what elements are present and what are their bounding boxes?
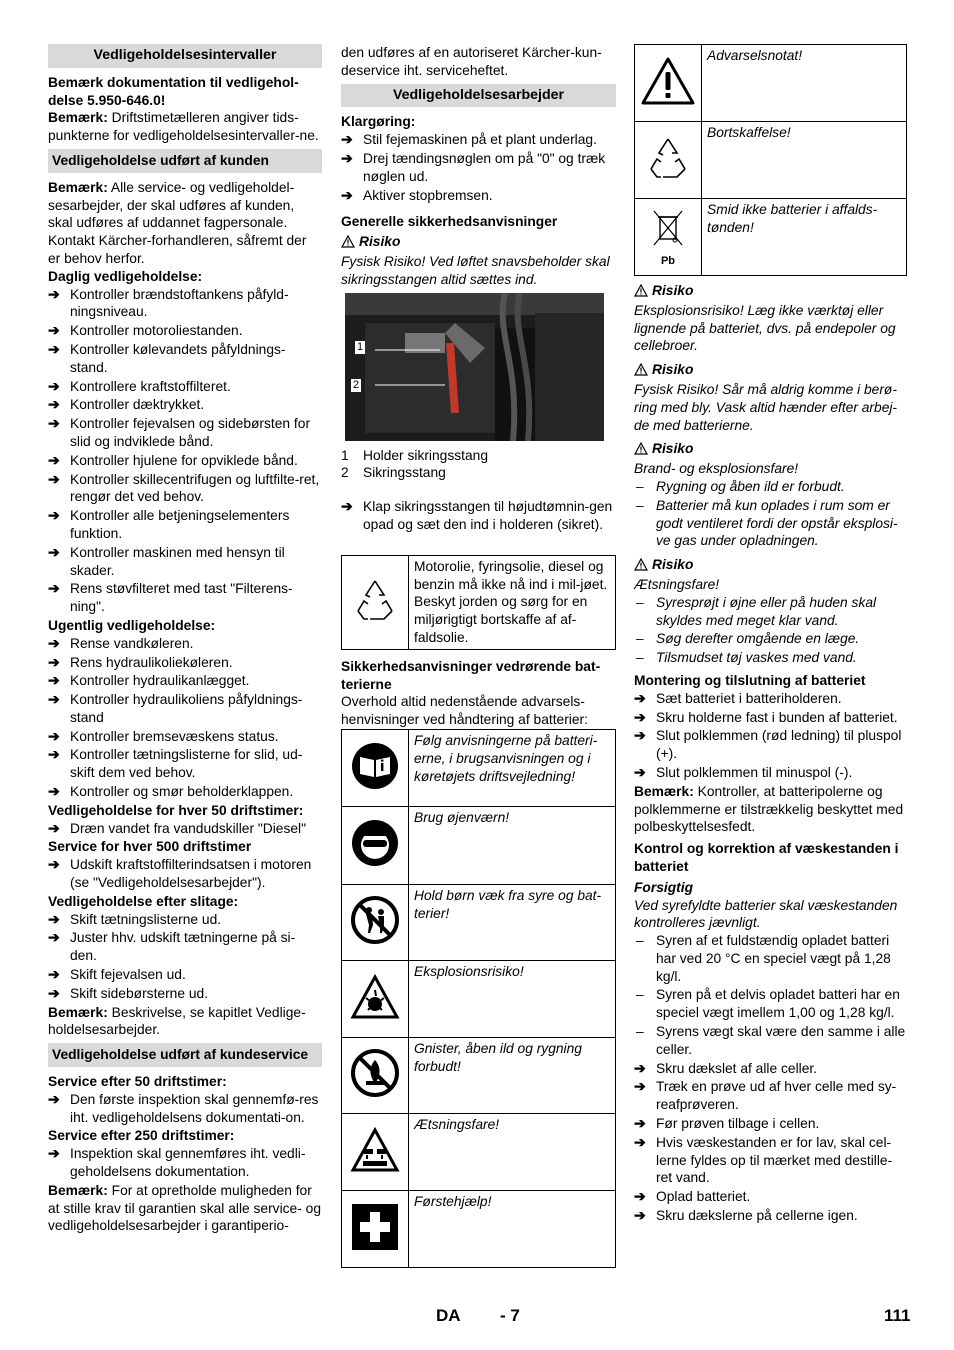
arrow-bullet-icon: ➔ [48, 1091, 60, 1107]
recycling-icon [641, 131, 695, 185]
list-item: ➔ Kontroller hydraulikanlægget. [48, 673, 250, 689]
list-item: – Syren af et fuldstændig opladet batteri har ved 20 °C en speciel vægt på 1,28 kg/l. [636, 933, 891, 984]
note-paragraph: Bemærk: For at opretholde muligheden for at stille krav til garantien skal alle service- og vedligeholdelsesarbejder i garantiperio- [48, 1182, 321, 1234]
list-heading: Montering og tilslutning af batteriet [634, 672, 866, 688]
arrow-bullet-icon: ➔ [341, 132, 353, 148]
arrow-bullet-icon: ➔ [48, 341, 60, 357]
fluid-dash-list [634, 932, 907, 1059]
dash-bullet: – [636, 594, 644, 610]
footer-page-number: 111 [884, 1306, 911, 1325]
arrow-bullet-icon: ➔ [634, 1116, 646, 1132]
note-paragraph: Bemærk: Beskrivelse, se kapitlet Vedlige-holdelsesarbejder. [48, 1004, 306, 1038]
sign-text: Ætsningsfare! [409, 1113, 616, 1190]
list-item: ➔ Rense vandkøleren. [48, 635, 194, 651]
list-item: ➔ Kontroller bremsevæskens status. [48, 728, 279, 744]
arrow-bullet-icon: ➔ [341, 499, 353, 515]
arrow-bullet-icon: ➔ [48, 985, 60, 1001]
arrow-bullet-icon: ➔ [48, 784, 60, 800]
arrow-bullet-icon: ➔ [48, 416, 60, 432]
list-item: ➔ Skift sidebørsterne ud. [48, 985, 209, 1001]
arrow-bullet-icon: ➔ [341, 187, 353, 203]
callout-2: 2 [353, 378, 360, 391]
battery-signs-table [341, 729, 616, 1268]
sign-text: Eksplosionsrisiko! [409, 960, 616, 1037]
sign-text: Førstehjælp! [409, 1190, 616, 1267]
footer-section-page: - 7 [500, 1306, 520, 1325]
list-item: – Tilsmudset tøj vaskes med vand. [636, 650, 857, 666]
arrow-bullet-icon: ➔ [634, 1134, 646, 1150]
dash-bullet: – [636, 497, 644, 513]
note-paragraph: Bemærk: Alle service- og vedligeholdel-sesarbejder, der skal udføres af kunden, skal udføres af uddannet fagpersonale. Kontakt Kärcher-forhandleren, såfremt der er behov herfor. [48, 179, 307, 266]
list-item: ➔ Skift fejevalsen ud. [48, 967, 186, 983]
callout-1: 1 [357, 340, 364, 353]
list-item: – Syresprøjt i øjne eller på huden skal skyldes med meget klar vand. [636, 594, 877, 628]
arrow-bullet-icon: ➔ [48, 654, 60, 670]
list-heading: Vedligeholdelse for hver 50 driftstimer: [48, 802, 304, 818]
list-item: ➔ Den første inspektion skal gennemfø-res iht. vedligeholdelsens dokumentati-on. [48, 1091, 319, 1125]
warning-triangle-icon [634, 442, 648, 460]
pb-label: Pb [660, 255, 676, 268]
arrow-bullet-icon: ➔ [634, 1208, 646, 1224]
section-heading: Vedligeholdelsesarbejder [341, 84, 616, 108]
no-fire-icon [350, 1048, 400, 1098]
warning-icon [640, 56, 696, 106]
list-item: ➔ Kontroller maskinen med hensyn til skader. [48, 544, 285, 578]
risk-heading: Risiko [634, 361, 907, 381]
h50-list [48, 820, 322, 838]
list-item: ➔ Aktiver stopbremsen. [341, 187, 493, 203]
list-item: ➔ Kontroller tætningslisterne for slid, ud-skift dem ved behov. [48, 747, 303, 781]
column-3 [634, 44, 907, 1226]
list-heading: Generelle sikkerhedsanvisninger [341, 214, 558, 230]
caution-heading: Forsigtig [634, 879, 694, 895]
sign-text: Hold børn væk fra syre og bat-terier! [409, 884, 616, 960]
arrow-bullet-icon: ➔ [48, 857, 60, 873]
risk-heading: Risiko [634, 440, 907, 460]
list-item: ➔ Slut polklemmen (rød ledning) til pluspol (+). [634, 728, 902, 762]
list-item: ➔ Klap sikringsstangen til højudtømnin-gen opad og sæt den ind i holderen (sikret). [341, 499, 613, 532]
dash-bullet: – [636, 478, 644, 494]
list-item: ➔ Kontroller kølevandets påfyldnings-stand. [48, 341, 286, 375]
risk-text: Brand- og eksplosionsfare! [634, 461, 799, 477]
list-item: ➔ Kontroller skillecentrifugen og luftfilte-ret, rengør det ved behov. [48, 471, 320, 505]
arrow-bullet-icon: ➔ [48, 397, 60, 413]
arrow-bullet-icon: ➔ [48, 378, 60, 394]
list-item: ➔ Kontrollere kraftstoffilteret. [48, 378, 231, 394]
list-item: ➔ Skru dækslerne på cellerne igen. [634, 1208, 858, 1224]
fluid-list [634, 1060, 907, 1225]
legend-item: 1 Holder sikringsstang [341, 447, 488, 463]
list-item: ➔ Slut polklemmen til minuspol (-). [634, 764, 853, 780]
list-heading: Ugentlig vedligeholdelse: [48, 617, 216, 633]
note-paragraph: Bemærk: Kontroller, at batteripolerne og polklemmerne er tilstrækkelig beskyttet med polbeskyttelsesfedt. [634, 783, 904, 835]
list-item: ➔ Før prøven tilbage i cellen. [634, 1116, 820, 1132]
arrow-bullet-icon: ➔ [48, 692, 60, 708]
list-item: ➔ Kontroller motoroliestanden. [48, 323, 243, 339]
list-item: ➔ Skift tætningslisterne ud. [48, 911, 222, 927]
list-item: ➔ Hvis væskestanden er for lav, skal cel-lerne fyldes op til mærket med destille-ret vand. [634, 1134, 893, 1186]
keep-children-away-icon [350, 895, 400, 945]
list-item: ➔ Kontroller brændstoftankens påfyld-ningsniveau. [48, 286, 289, 320]
env-icon-cell [342, 555, 409, 649]
column-2 [341, 44, 616, 1268]
dash-bullet: – [636, 933, 644, 949]
list-item: ➔ Stil fejemaskinen på et plant underlag. [341, 132, 597, 148]
arrow-bullet-icon: ➔ [634, 690, 646, 706]
list-item: – Syrens vægt skal være den samme i alle celler. [636, 1024, 906, 1057]
mount-list [634, 690, 907, 782]
list-heading: Klargøring: [341, 114, 416, 130]
eye-protection-icon [350, 818, 400, 868]
list-heading: Service efter 50 driftstimer: [48, 1074, 227, 1090]
dash-bullet: – [636, 1024, 644, 1040]
s250-list [48, 1145, 322, 1181]
weekly-list [48, 635, 322, 801]
legend-item: 2 Sikringsstang [341, 465, 446, 481]
arrow-bullet-icon: ➔ [48, 635, 60, 651]
arrow-bullet-icon: ➔ [48, 930, 60, 946]
warning-triangle-icon [634, 363, 648, 381]
env-text: Motorolie, fyringsolie, diesel og benzin må ikke nå ind i mil-jøet. Beskyt jorden og sørg for en miljørigtigt bortskaffe af af-faldsolie. [409, 555, 616, 649]
list-item: – Batterier må kun oplades i rum som er godt ventileret fordi der opstår eksplosi-ve gas under opladningen. [636, 497, 898, 549]
list-heading: Service for hver 500 driftstimer [48, 839, 252, 855]
warning-triangle-icon [634, 284, 648, 302]
risk-text: Fysisk Risiko! Ved løftet snavsbeholder skal sikringsstangen altid sættes ind. [341, 253, 610, 287]
arrow-bullet-icon: ➔ [48, 581, 60, 597]
safety-bar-photo [345, 293, 604, 441]
wear-list [48, 911, 322, 1003]
environment-table [341, 555, 616, 650]
arrow-bullet-icon: ➔ [48, 747, 60, 763]
arrow-bullet-icon: ➔ [634, 1079, 646, 1095]
list-item: ➔ Skru dækslet af alle celler. [634, 1060, 818, 1076]
subsection-heading: Vedligeholdelse udført af kunden [48, 149, 322, 173]
first-aid-icon [351, 1203, 399, 1251]
arrow-bullet-icon: ➔ [341, 150, 353, 166]
arrow-bullet-icon: ➔ [48, 471, 60, 487]
list-item: ➔ Kontroller og smør beholderklappen. [48, 784, 294, 800]
corrosive-icon [350, 1127, 400, 1173]
list-item: ➔ Oplad batteriet. [634, 1189, 751, 1205]
list-item: ➔ Kontroller fejevalsen og sidebørsten for slid og indviklede bånd. [48, 416, 311, 449]
list-item: ➔ Drej tændingsnøglen om på "0" og træk nøglen ud. [341, 150, 606, 184]
photo-legend [341, 447, 616, 483]
list-item: ➔ Rens støvfilteret med tast "Filterens-ning". [48, 581, 293, 615]
h500-list [48, 856, 322, 892]
dash-bullet: – [636, 987, 644, 1003]
risk-heading: Risiko [634, 556, 907, 576]
sign-text: Smid ikke batterier i affalds-tønden! [702, 199, 907, 276]
battery-disposal-table [634, 44, 907, 276]
list-item: ➔ Kontroller dæktrykket. [48, 397, 205, 413]
list-item: – Rygning og åben ild er forbudt. [636, 478, 845, 494]
risk-text: Eksplosionsrisiko! Læg ikke værktøj eller lignende på batteriet, dvs. på endepoler og cellebroer. [634, 302, 896, 354]
list-heading: Service efter 250 driftstimer: [48, 1128, 235, 1144]
risk-heading: Risiko [341, 233, 616, 253]
arrow-bullet-icon: ➔ [48, 452, 60, 468]
list-item: ➔ Kontroller hydraulikoliens påfyldnings-stand [48, 692, 303, 725]
arrow-bullet-icon: ➔ [48, 286, 60, 302]
sign-text: Følg anvisningerne på batteri-erne, i brugsanvisningen og i køretøjets driftsvejledning! [409, 729, 616, 806]
arrow-bullet-icon: ➔ [48, 323, 60, 339]
list-heading: Kontrol og korrektion af væskestanden i batteriet [634, 841, 899, 874]
sign-text: Brug øjenværn! [409, 806, 616, 884]
arrow-bullet-icon: ➔ [48, 544, 60, 560]
arrow-bullet-icon: ➔ [48, 673, 60, 689]
arrow-bullet-icon: ➔ [634, 764, 646, 780]
doc-note: Bemærk dokumentation til vedligehol-delse 5.950-646.0! [48, 74, 299, 108]
arrow-bullet-icon: ➔ [48, 1146, 60, 1162]
list-item: – Syren på et delvis opladet batteri har en speciel vægt imellem 1,00 og 1,28 kg/l. [636, 987, 900, 1021]
column-1 [48, 44, 322, 1235]
list-heading: Sikkerhedsanvisninger vedrørende bat-terierne [341, 658, 601, 692]
list-item: – Søg derefter omgående en læge. [636, 631, 860, 647]
risk-text: Ætsningsfare! [634, 576, 720, 592]
risk4-list [634, 594, 907, 667]
explosion-risk-icon [350, 974, 400, 1020]
list-item: ➔ Udskift kraftstoffilterindsatsen i motoren (se "Vedligeholdelsesarbejder"). [48, 857, 312, 891]
risk-heading: Risiko [634, 282, 907, 302]
caution-text: Ved syrefyldte batterier skal væskestanden kontrolleres jævnligt. [634, 897, 898, 931]
flip-list [341, 498, 616, 534]
list-item: ➔ Inspektion skal gennemføres iht. vedli-geholdelsens dokumentation. [48, 1146, 306, 1180]
arrow-bullet-icon: ➔ [634, 1060, 646, 1076]
risk-text: Fysisk Risiko! Sår må aldrig komme i berø-ring med bly. Vask altid hænder efter arbej-de med batterierne. [634, 381, 898, 433]
sign-text: Bortskaffelse! [702, 122, 907, 199]
dash-bullet: – [636, 631, 644, 647]
recycling-icon [348, 573, 402, 627]
arrow-bullet-icon: ➔ [48, 967, 60, 983]
risk3-list [634, 478, 907, 550]
arrow-bullet-icon: ➔ [48, 508, 60, 524]
dash-bullet: – [636, 650, 644, 666]
subsection-heading: Vedligeholdelse udført af kundeservice [48, 1043, 322, 1067]
prep-list [341, 131, 616, 204]
sign-text: Gnister, åben ild og rygning forbudt! [409, 1037, 616, 1113]
daily-list [48, 286, 322, 616]
crossed-bin-icon [648, 207, 688, 251]
arrow-bullet-icon: ➔ [48, 911, 60, 927]
list-heading: Daglig vedligeholdelse: [48, 268, 203, 284]
list-item: ➔ Rens hydraulikoliekøleren. [48, 654, 233, 670]
arrow-bullet-icon: ➔ [48, 728, 60, 744]
note-paragraph: Bemærk: Driftstimetælleren angiver tids-punkterne for vedligeholdelsesintervaller-ne. [48, 110, 319, 144]
list-item: ➔ Sæt batteriet i batteriholderen. [634, 690, 842, 706]
manual-icon [350, 741, 400, 791]
battery-intro: Overhold altid nedenstående advarsels-henvisninger ved håndtering af batterier: [341, 694, 588, 728]
list-heading: Vedligeholdelse efter slitage: [48, 893, 239, 909]
continued-text: den udføres af en autoriseret Kärcher-kun-deservice iht. serviceheftet. [341, 45, 602, 78]
arrow-bullet-icon: ➔ [634, 1189, 646, 1205]
arrow-bullet-icon: ➔ [48, 820, 60, 836]
list-item: ➔ Juster hhv. udskift tætningerne på si-den. [48, 930, 296, 964]
footer-language: DA [436, 1306, 461, 1325]
list-item: ➔ Kontroller alle betjeningselementers funktion. [48, 508, 290, 541]
list-item: ➔ Træk en prøve ud af hver celle med sy-reafprøveren. [634, 1079, 897, 1113]
arrow-bullet-icon: ➔ [634, 728, 646, 744]
s50-list [48, 1091, 322, 1127]
list-item: ➔ Kontroller hjulene for opviklede bånd. [48, 452, 298, 468]
list-item: ➔ Skru holderne fast i bunden af batteriet. [634, 709, 898, 725]
list-item: ➔ Dræn vandet fra vandudskiller "Diesel" [48, 820, 307, 836]
warning-triangle-icon [341, 235, 355, 253]
warning-triangle-icon [634, 558, 648, 576]
arrow-bullet-icon: ➔ [634, 709, 646, 725]
section-heading: Vedligeholdelsesintervaller [48, 44, 322, 68]
sign-text: Advarselsnotat! [702, 45, 907, 122]
